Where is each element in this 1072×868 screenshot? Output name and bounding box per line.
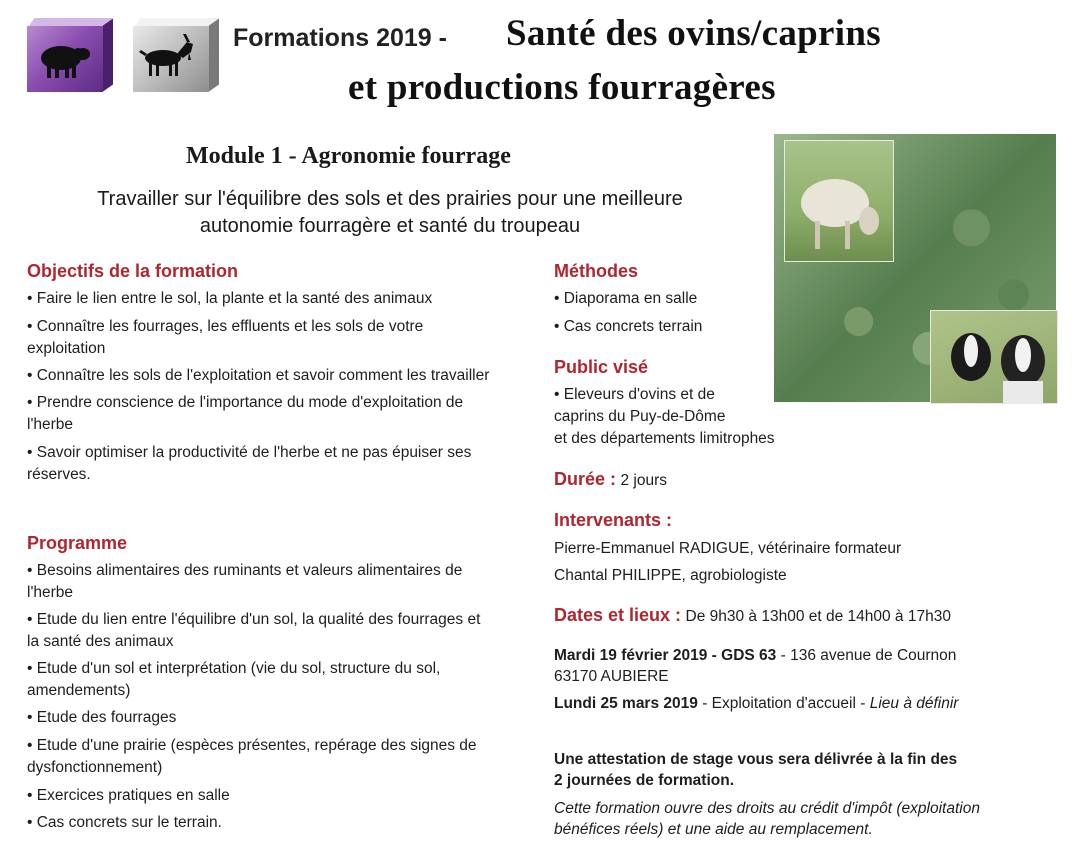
list-item: • Connaître les sols de l'exploitation et savoir comment les travailler <box>27 367 490 384</box>
session1-date: Mardi 19 février 2019 - GDS 63 <box>554 647 777 664</box>
session2-location: Lieu à définir <box>869 695 959 712</box>
public-line: • Eleveurs d'ovins et de <box>554 386 715 403</box>
list-item: • Etude des fourrages <box>27 709 177 726</box>
attestation-line2: 2 journées de formation. <box>554 772 735 789</box>
goat-icon <box>137 34 201 78</box>
header-title-line1: Santé des ovins/caprins <box>506 13 881 54</box>
session2-line <box>554 693 958 715</box>
session2-place: - Exploitation d'accueil - <box>702 695 866 712</box>
session1-city: 63170 AUBIERE <box>554 668 669 685</box>
list-item: • Besoins alimentaires des ruminants et valeurs alimentaires de l'herbe <box>27 562 463 601</box>
list-item: • Cas concrets sur le terrain. <box>27 814 222 831</box>
module-subtitle <box>40 186 740 240</box>
list-item: • Faire le lien entre le sol, la plante et la santé des animaux <box>27 290 433 307</box>
list-item: • Connaître les fourrages, les effluents et les sols de votre exploitation <box>27 318 424 357</box>
sheep-icon <box>31 40 95 80</box>
session2-date: Lundi 25 mars 2019 <box>554 695 698 712</box>
sheep-cube-logo <box>27 18 113 88</box>
list-item: • Etude d'un sol et interprétation (vie du sol, structure du sol, amendements) <box>27 660 441 699</box>
public-line: et des départements limitrophes <box>554 430 775 447</box>
attestation-line1: Une attestation de stage vous sera délivrée à la fin des <box>554 751 958 768</box>
methodes-item: • Cas concrets terrain <box>554 318 703 335</box>
duree-title: Durée : <box>554 469 617 489</box>
intervenants-title: Intervenants : <box>554 510 673 530</box>
duree-value: 2 jours <box>620 472 667 489</box>
methodes-item: • Diaporama en salle <box>554 290 698 307</box>
sheep-grazing-photo <box>784 140 894 262</box>
dates-row <box>554 605 951 626</box>
programme-title: Programme <box>27 533 128 553</box>
intervenant-line: Pierre-Emmanuel RADIGUE, vétérinaire formateur <box>554 540 902 557</box>
public-title: Public visé <box>554 357 649 377</box>
credit-line1: Cette formation ouvre des droits au crédit d'impôt (exploitation <box>554 800 980 817</box>
credit-line2: bénéfices réels) et une aide au remplacement. <box>554 821 873 838</box>
list-item: • Prendre conscience de l'importance du mode d'exploitation de l'herbe <box>27 394 464 433</box>
header-title-line2: et productions fourragères <box>348 67 776 108</box>
list-item: • Etude du lien entre l'équilibre d'un sol, la qualité des fourrages et la santé des animaux <box>27 611 481 650</box>
module-subtitle-line2: autonomie fourragère et santé du troupeau <box>199 215 581 237</box>
goat-cube-logo <box>133 18 219 88</box>
list-item: • Etude d'une prairie (espèces présentes, repérage des signes de dysfonctionnement) <box>27 737 477 776</box>
objectifs-title: Objectifs de la formation <box>27 261 239 281</box>
goats-photo <box>930 310 1058 404</box>
dates-title: Dates et lieux : <box>554 605 682 625</box>
session1-address: - 136 avenue de Cournon <box>780 647 957 664</box>
module-title: Module 1 - Agronomie fourrage <box>186 143 511 169</box>
duree-row <box>554 469 667 490</box>
list-item: • Savoir optimiser la productivité de l'herbe et ne pas épuiser ses réserves. <box>27 444 472 483</box>
dates-hours: De 9h30 à 13h00 et de 14h00 à 17h30 <box>685 608 951 625</box>
list-item: • Exercices pratiques en salle <box>27 787 230 804</box>
module-subtitle-line1: Travailler sur l'équilibre des sols et des prairies pour une meilleure <box>97 188 683 210</box>
methodes-title: Méthodes <box>554 261 639 281</box>
header-year-label: Formations 2019 - <box>233 24 447 52</box>
public-line: caprins du Puy-de-Dôme <box>554 408 726 425</box>
session1-line <box>554 645 956 667</box>
intervenant-line: Chantal PHILIPPE, agrobiologiste <box>554 567 787 584</box>
